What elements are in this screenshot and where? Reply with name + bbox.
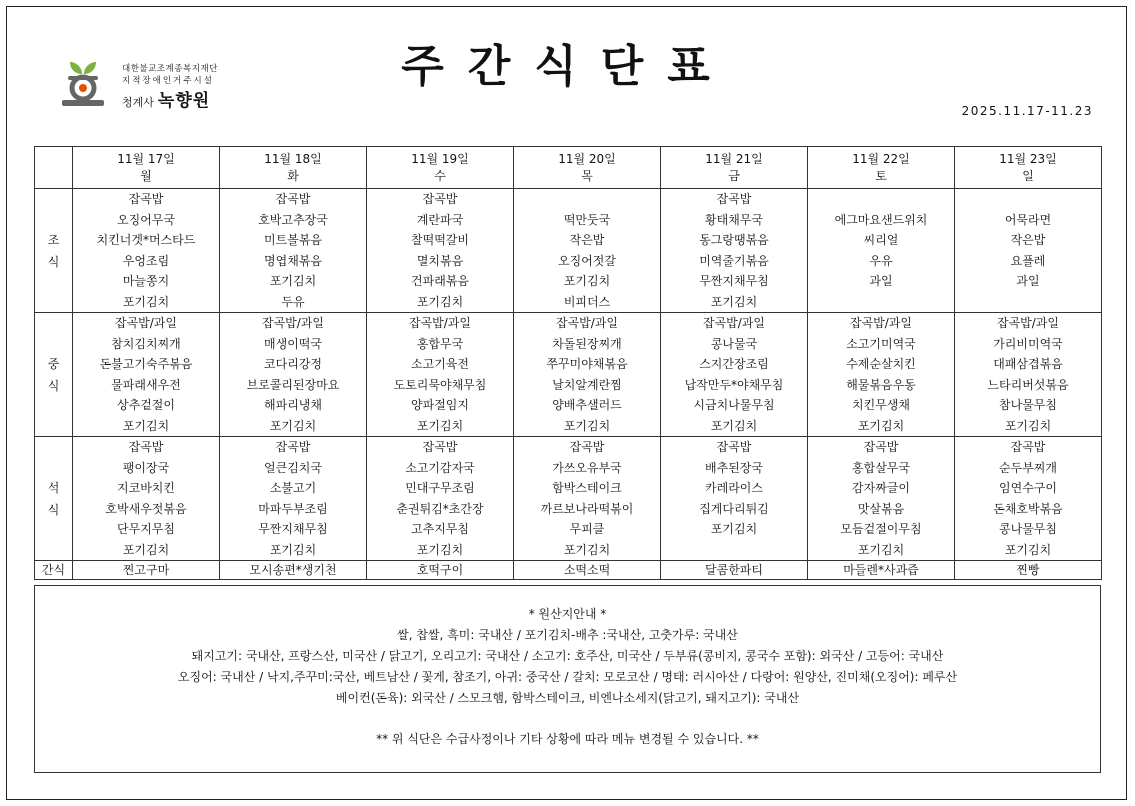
menu-item: 참나물무침 xyxy=(999,398,1057,412)
menu-item: 집게다리튀김 xyxy=(699,501,769,516)
menu-item: 잡곡밥 xyxy=(569,440,605,454)
breakfast-day-cell xyxy=(73,189,220,313)
snack-item: 마들렌*사과즙 xyxy=(808,561,955,580)
meal-label-lunch xyxy=(35,313,73,437)
menu-item: 포기김치 xyxy=(710,418,758,433)
lotus-logo-icon xyxy=(60,58,118,110)
snack-row xyxy=(35,561,1102,580)
menu-item: 비피더스 xyxy=(563,294,611,309)
menu-item: 오징어무국 xyxy=(117,212,175,227)
menu-item: 무피클 xyxy=(569,522,605,536)
menu-item: 포기김치 xyxy=(857,542,905,557)
menu-item: 마파두부조림 xyxy=(258,501,328,516)
menu-item: 잡곡밥/과일 xyxy=(849,316,912,330)
menu-item: 소고기미역국 xyxy=(846,336,916,351)
menu-item: 에그마요샌드위치 xyxy=(834,212,928,227)
menu-item xyxy=(514,189,660,210)
snack-item: 소떡소떡 xyxy=(514,561,661,580)
dinner-day-cell xyxy=(808,437,955,561)
menu-item: 소불고기 xyxy=(269,481,317,495)
dinner-day-cell xyxy=(73,437,220,561)
notice-footer: ** 위 식단은 수급사정이나 기타 상황에 따라 메뉴 변경될 수 있습니다. ** xyxy=(376,732,759,746)
meal-label-snack: 간식 xyxy=(35,561,73,580)
menu-item: 잡곡밥 xyxy=(422,192,458,206)
menu-item: 호박새우젓볶음 xyxy=(105,501,187,516)
date-range: 2025.11.17-11.23 xyxy=(961,104,1093,118)
header-row xyxy=(35,147,1102,189)
menu-item: 쭈꾸미야채볶음 xyxy=(546,357,628,371)
menu-item: 호박고추장국 xyxy=(258,212,328,227)
snack-item: 호떡구이 xyxy=(367,561,514,580)
menu-item: 양파절임지 xyxy=(411,398,469,412)
day-header xyxy=(514,147,661,189)
breakfast-day-cell xyxy=(220,189,367,313)
meal-label-char: 식 xyxy=(47,378,60,393)
menu-item: 잡곡밥 xyxy=(716,192,752,206)
menu-item: 계란파국 xyxy=(416,212,464,227)
day-date: 11월 20일 xyxy=(558,151,616,166)
menu-item: 명엽채볶음 xyxy=(264,253,322,268)
menu-item: 스지간장조림 xyxy=(699,357,769,371)
menu-item: 수제순살치킨 xyxy=(846,357,916,371)
dinner-day-cell xyxy=(220,437,367,561)
breakfast-day-cell xyxy=(661,189,808,313)
menu-item: 팽이장국 xyxy=(122,460,170,475)
menu-item: 포기김치 xyxy=(416,542,464,557)
meal-label-char: 석 xyxy=(47,480,60,495)
day-date: 11월 23일 xyxy=(999,151,1057,166)
menu-item: 포기김치 xyxy=(122,418,170,433)
menu-item: 매생이떡국 xyxy=(264,336,322,351)
day-header xyxy=(73,147,220,189)
notice-line: 오징어: 국내산 / 낙지,주꾸미:국산, 베트남산 / 꽃게, 참조기, 아귀: 중국산 / 갈치: 모로코산 / 명태: 러시아산 / 다랑어: 원양산, 진미채(오징어): 페루산 xyxy=(177,670,958,684)
menu-item: 잡곡밥 xyxy=(275,440,311,454)
menu-item: 미트볼볶음 xyxy=(264,233,322,247)
menu-item: 과일 xyxy=(869,274,893,288)
day-weekday: 토 xyxy=(875,168,887,183)
menu-item: 느타리버섯볶음 xyxy=(987,377,1069,392)
org-line1: 대한불교조계종복지재단 xyxy=(122,64,218,74)
menu-item: 코다리강정 xyxy=(264,357,322,371)
menu-item: 콩나물무침 xyxy=(999,522,1057,536)
org-line2: 지적장애인거주시설 xyxy=(122,76,214,86)
day-date: 11월 21일 xyxy=(705,151,763,166)
breakfast-day-cell xyxy=(367,189,514,313)
menu-item: 작은밥 xyxy=(1010,233,1046,247)
menu-item: 포기김치 xyxy=(1004,542,1052,557)
org-name: 녹향원 xyxy=(157,91,211,111)
menu-item: 포기김치 xyxy=(122,294,170,309)
day-header xyxy=(220,147,367,189)
menu-item: 포기김치 xyxy=(710,294,758,309)
menu-item: 카레라이스 xyxy=(705,481,763,495)
menu-item: 잡곡밥/과일 xyxy=(261,316,324,330)
menu-item: 포기김치 xyxy=(710,522,758,536)
menu-item: 상추겉절이 xyxy=(117,398,175,412)
breakfast-day-cell xyxy=(808,189,955,313)
menu-item: 가쓰오유부국 xyxy=(552,460,622,475)
menu-item: 임연수구이 xyxy=(999,481,1057,495)
org-line3 xyxy=(122,86,210,111)
day-date: 11월 17일 xyxy=(117,151,175,166)
menu-item: 요플레 xyxy=(1010,253,1046,268)
menu-item: 포기김치 xyxy=(269,274,317,288)
menu-item xyxy=(661,540,807,561)
menu-item: 홍합무국 xyxy=(416,336,464,351)
menu-item: 시금치나물무침 xyxy=(693,398,775,412)
menu-item: 무짠지채무침 xyxy=(258,522,328,536)
menu-item: 순두부찌개 xyxy=(999,460,1057,475)
snack-item: 찐고구마 xyxy=(73,561,220,580)
menu-item: 잡곡밥 xyxy=(422,440,458,454)
menu-item: 건파래볶음 xyxy=(411,274,469,288)
day-weekday: 화 xyxy=(287,168,299,183)
lunch-day-cell xyxy=(73,313,220,437)
day-header xyxy=(367,147,514,189)
menu-item: 포기김치 xyxy=(416,294,464,309)
menu-item xyxy=(808,292,954,313)
menu-item: 지코바치킨 xyxy=(117,481,175,495)
meal-label-breakfast xyxy=(35,189,73,313)
menu-item: 잡곡밥/과일 xyxy=(555,316,618,330)
menu-item: 참치김치찌개 xyxy=(111,336,181,351)
menu-item: 포기김치 xyxy=(563,542,611,557)
menu-item: 잡곡밥 xyxy=(1010,440,1046,454)
breakfast-day-cell xyxy=(514,189,661,313)
menu-item: 잡곡밥 xyxy=(128,192,164,206)
meal-label-char: 식 xyxy=(47,502,60,517)
lunch-day-cell xyxy=(808,313,955,437)
menu-item: 도토리묵야채무침 xyxy=(393,377,487,392)
day-weekday: 목 xyxy=(581,168,593,183)
origin-notice xyxy=(34,585,1101,773)
menu-item: 물파래새우전 xyxy=(111,377,181,392)
meal-label-char: 중 xyxy=(47,356,60,371)
page-title: 주간식단표 xyxy=(401,41,734,92)
menu-item: 민대구무조림 xyxy=(405,481,475,495)
notice-line: 돼지고기: 국내산, 프랑스산, 미국산 / 닭고기, 오리고기: 국내산 / 소고기: 호주산, 미국산 / 두부류(콩비지, 콩국수 포함): 외국산 / 고등어: 국내산 xyxy=(191,649,944,663)
day-weekday: 금 xyxy=(728,168,740,183)
menu-item: 포기김치 xyxy=(269,418,317,433)
corner-cell xyxy=(35,147,73,189)
menu-item: 잡곡밥 xyxy=(128,440,164,454)
menu-item: 포기김치 xyxy=(1004,418,1052,433)
snack-item: 모시송편*생기천 xyxy=(220,561,367,580)
notice-line: 쌀, 찹쌀, 흑미: 국내산 / 포기김치-배추 :국내산, 고춧가루: 국내산 xyxy=(397,628,738,642)
menu-item: 날치알계란찜 xyxy=(552,377,622,392)
menu-item xyxy=(955,292,1101,313)
menu-item: 포기김치 xyxy=(563,418,611,433)
menu-item: 소고기육전 xyxy=(411,357,469,371)
menu-item: 납작만두*야채무침 xyxy=(684,377,784,392)
menu-item: 고추지무침 xyxy=(411,522,469,536)
lunch-day-cell xyxy=(220,313,367,437)
menu-item: 동그랑땡볶음 xyxy=(699,233,769,247)
menu-item: 차돌된장찌개 xyxy=(552,336,622,351)
menu-item: 배추된장국 xyxy=(705,460,763,475)
menu-item: 어묵라면 xyxy=(1004,212,1052,227)
menu-item: 가리비미역국 xyxy=(993,336,1063,351)
menu-item: 포기김치 xyxy=(122,542,170,557)
lunch-day-cell xyxy=(367,313,514,437)
menu-item: 콩나물국 xyxy=(710,336,758,351)
menu-item: 치킨무생채 xyxy=(852,398,910,412)
snack-item: 달콤한파티 xyxy=(661,561,808,580)
meal-label-char: 조 xyxy=(47,232,60,247)
menu-item: 맛살볶음 xyxy=(857,501,905,516)
menu-item xyxy=(808,189,954,210)
menu-item: 양배추샐러드 xyxy=(552,398,622,412)
day-date: 11월 22일 xyxy=(852,151,910,166)
day-header xyxy=(661,147,808,189)
menu-item: 돈불고기숙주볶음 xyxy=(99,357,193,371)
menu-item: 잡곡밥 xyxy=(863,440,899,454)
organization-logo xyxy=(60,58,260,110)
day-date: 11월 19일 xyxy=(411,151,469,166)
menu-item: 과일 xyxy=(1016,274,1040,288)
menu-item: 작은밥 xyxy=(569,233,605,247)
menu-item: 잡곡밥/과일 xyxy=(702,316,765,330)
menu-item: 찰떡떡갈비 xyxy=(411,233,469,247)
lunch-day-cell xyxy=(955,313,1102,437)
menu-item: 단무지무침 xyxy=(117,522,175,536)
menu-item: 포기김치 xyxy=(416,418,464,433)
menu-item: 포기김치 xyxy=(563,274,611,288)
lunch-row xyxy=(35,313,1102,437)
dinner-day-cell xyxy=(955,437,1102,561)
menu-item: 잡곡밥/과일 xyxy=(114,316,177,330)
lunch-day-cell xyxy=(514,313,661,437)
notice-heading: * 원산지안내 * xyxy=(528,607,607,621)
menu-item: 황태채무국 xyxy=(705,212,763,227)
menu-item: 잡곡밥 xyxy=(275,192,311,206)
dinner-day-cell xyxy=(661,437,808,561)
menu-item: 모듬겉절이무침 xyxy=(840,522,922,536)
menu-item: 잡곡밥/과일 xyxy=(996,316,1059,330)
snack-item: 찐빵 xyxy=(955,561,1102,580)
day-weekday: 일 xyxy=(1022,168,1034,183)
notice-line: 베이컨(돈육): 외국산 / 스모크햄, 함박스테이크, 비엔나소세지(닭고기, 돼지고기): 국내산 xyxy=(335,691,800,705)
menu-item: 까르보나라떡볶이 xyxy=(540,501,634,516)
menu-item: 치킨너겟*머스타드 xyxy=(96,233,196,247)
dinner-row xyxy=(35,437,1102,561)
menu-item: 두유 xyxy=(281,294,305,309)
menu-item: 우유 xyxy=(869,253,893,268)
menu-item: 얼큰김치국 xyxy=(264,460,322,475)
day-date: 11월 18일 xyxy=(264,151,322,166)
menu-item: 감자짜글이 xyxy=(852,481,910,495)
menu-item: 무짠지채무침 xyxy=(699,274,769,288)
menu-item: 해물볶음우동 xyxy=(846,377,916,392)
menu-item: 소고기감자국 xyxy=(405,460,475,475)
menu-item: 해파리냉채 xyxy=(264,398,322,412)
menu-item: 포기김치 xyxy=(857,418,905,433)
menu-item: 브로콜리된장마요 xyxy=(246,377,340,392)
meal-label-dinner xyxy=(35,437,73,561)
menu-item: 춘권튀김*초간장 xyxy=(396,501,484,516)
meal-label-char: 식 xyxy=(47,254,60,269)
menu-item: 함박스테이크 xyxy=(552,481,622,495)
day-weekday: 월 xyxy=(140,168,152,183)
breakfast-row xyxy=(35,189,1102,313)
day-header xyxy=(955,147,1102,189)
menu-item xyxy=(955,189,1101,210)
weekly-menu-table xyxy=(34,146,1102,580)
menu-item: 잡곡밥 xyxy=(716,440,752,454)
menu-item: 우엉조림 xyxy=(122,253,170,268)
dinner-day-cell xyxy=(367,437,514,561)
day-weekday: 수 xyxy=(434,168,446,183)
breakfast-day-cell xyxy=(955,189,1102,313)
menu-item: 잡곡밥/과일 xyxy=(408,316,471,330)
menu-item: 오징어젓갈 xyxy=(558,253,616,268)
menu-item: 대패삼겹볶음 xyxy=(993,357,1063,371)
menu-item: 씨리얼 xyxy=(863,233,899,247)
menu-item: 돈채호박볶음 xyxy=(993,501,1063,516)
menu-item: 미역줄기볶음 xyxy=(699,253,769,268)
menu-item: 포기김치 xyxy=(269,542,317,557)
menu-item: 마늘쫑지 xyxy=(122,274,170,288)
dinner-day-cell xyxy=(514,437,661,561)
menu-item: 떡만둣국 xyxy=(563,212,611,227)
menu-item: 홍합살무국 xyxy=(852,460,910,475)
org-temple: 청계사 xyxy=(122,96,154,109)
day-header xyxy=(808,147,955,189)
menu-item: 멸치볶음 xyxy=(416,253,464,268)
lunch-day-cell xyxy=(661,313,808,437)
